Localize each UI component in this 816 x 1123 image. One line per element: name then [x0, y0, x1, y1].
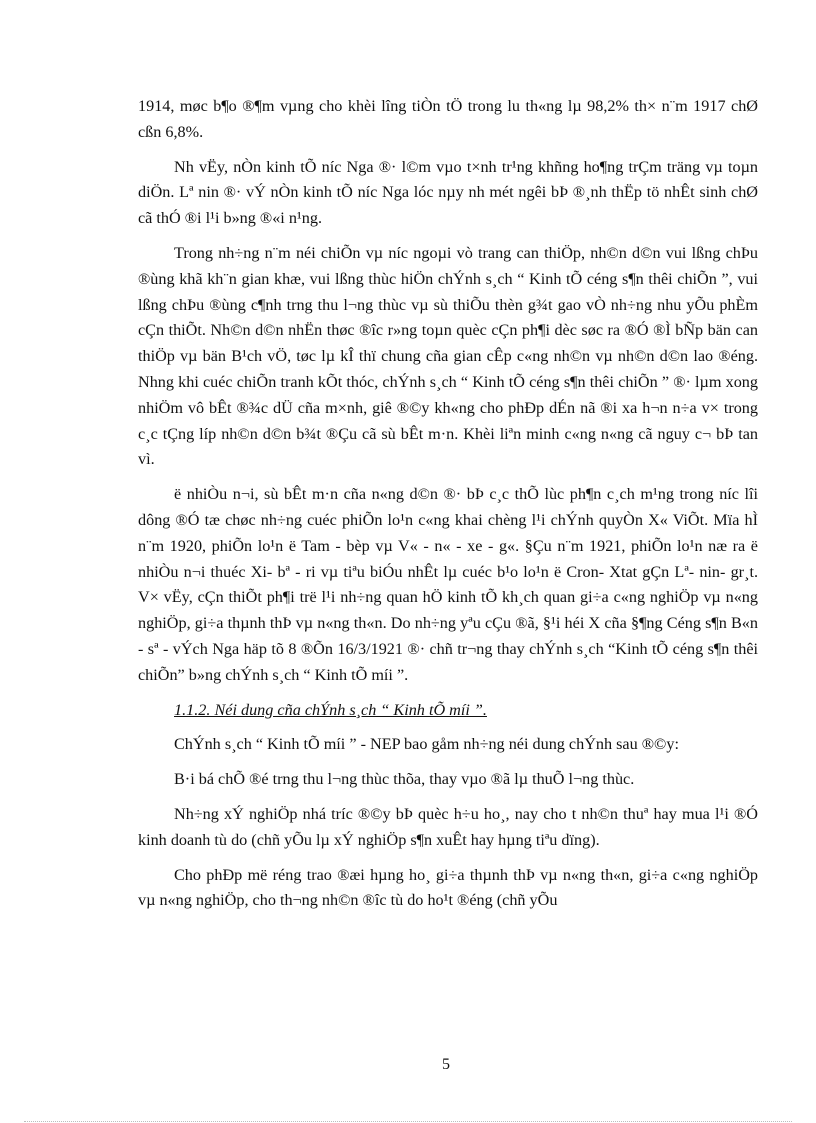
document-body: [138, 94, 758, 923]
page-bottom-divider: [24, 1121, 792, 1122]
paragraph-3: Trong nh÷ng n¨m néi chiÕn vµ níc ngoµi vò trang can thiÖp, nh©n d©n vui lßng chÞu ®ùng khã kh¨n gian khæ, vui lßng thùc hiÖn chÝnh s¸ch “ Kinh tÕ céng s¶n thêi chiÕn ”, vui lßng chÞu ®ùng c¶nh trng thu l¬ng thùc vµ sù thiÕu thèn g¾t gao vÒ nh÷ng nhu yÕu phÈm cÇn thiÕt. Nh©n d©n nhËn thøc ®îc r»ng toµn quèc cÇn ph¶i dèc søc ra ®Ó ®Ì bÑp bän can thiÖp vµ bän B¹ch vÖ, tøc lµ kÎ thï chung cña gian cÊp c«ng nh©n vµ nh©n d©n lao ®éng. Nhng khi cuéc chiÕn tranh kÕt thóc, chÝnh s¸ch “ Kinh tÕ céng s¶n thêi chiÕn ” ®· lµm xong nhiÖm vô bÊt ®¾c dÜ cña m×nh, giê ®©y kh«ng cho phÐp dÉn nã ®i xa h¬n n÷a v× trong c¸c tÇng líp nh©n d©n b¾t ®Çu cã sù bÊt m·n. Khèi liªn minh c«ng n«ng cã nguy c¬ bÞ tan vì.: [138, 243, 758, 469]
paragraph-8: Cho phÐp më réng trao ®æi hµng ho¸ gi÷a thµnh thÞ vµ n«ng th«n, gi÷a c«ng nghiÖp vµ n«ng nghiÖp, cho th¬ng nh©n ®îc tù do ho¹t ®éng (chñ yÕu: [138, 865, 758, 910]
paragraph-5: ChÝnh s¸ch “ Kinh tÕ míi ” - NEP bao gåm nh÷ng néi dung chÝnh sau ®©y:: [174, 735, 679, 754]
paragraph-2: Nh vËy, nÒn kinh tÕ níc Nga ®· l©m vµo t×nh tr¹ng khñng ho¶ng trÇm träng vµ toµn diÖn. Lª nin ®· vÝ nÒn kinh tÕ níc Nga lóc nµy nh mét ngêi bÞ ®¸nh thËp tö nhÊt sinh chØ cã thÓ ®i l¹i b»ng ®«i n¹ng.: [138, 157, 758, 228]
page-number: 5: [442, 1056, 450, 1073]
paragraph-4: ë nhiÒu n¬i, sù bÊt m·n cña n«ng d©n ®· bÞ c¸c thÕ lùc ph¶n c¸ch m¹ng trong níc lîi dông ®Ó tæ chøc nh÷ng cuéc phiÕn lo¹n c«ng khai chèng l¹i chÝnh quyÒn X« ViÕt. Mïa hÌ n¨m 1920, phiÕn lo¹n ë Tam - bèp vµ V« - n« - xe - g«. §Çu n¨m 1921, phiÕn lo¹n næ ra ë nhiÒu n¬i thuéc Xi- bª - ri vµ tiªu biÓu nhÊt lµ cuéc b¹o lo¹n ë Cron- Xtat gÇn Lª- nin- gr¸t. V× vËy, cÇn thiÕt ph¶i trë l¹i nh÷ng quan hÖ kinh tÕ kh¸ch quan gi÷a c«ng nghiÖp vµ n«ng nghiÖp, gi÷a thµnh thÞ vµ n«ng th«n. Do nh÷ng yªu cÇu ®ã, §¹i héi X cña §¶ng Céng s¶n B«n - sª - vÝch Nga häp tõ 8 ®Õn 16/3/1921 ®· chñ tr¬ng thay chÝnh s¸ch “Kinh tÕ céng s¶n thêi chiÕn” b»ng chÝnh s¸ch “ Kinh tÕ míi ”.: [138, 485, 758, 684]
paragraph-6: B·i bá chÕ ®é trng thu l¬ng thùc thõa, thay vµo ®ã lµ thuÕ l¬ng thùc.: [174, 770, 635, 789]
paragraph-1: 1914, møc b¶o ®¶m vµng cho khèi lîng tiÒn tÖ trong lu th«ng lµ 98,2% th× n¨m 1917 chØ cßn 6,8%.: [138, 97, 758, 141]
paragraph-7: Nh÷ng xÝ nghiÖp nhá tríc ®©y bÞ quèc h÷u ho¸, nay cho t nh©n thuª hay mua l¹i ®Ó kinh doanh tù do (chñ yÕu lµ xÝ nghiÖp s¶n xuÊt hay hµng tiªu dïng).: [138, 804, 758, 849]
section-heading: 1.1.2. Néi dung cña chÝnh s¸ch “ Kinh tÕ míi ”.: [174, 700, 487, 719]
